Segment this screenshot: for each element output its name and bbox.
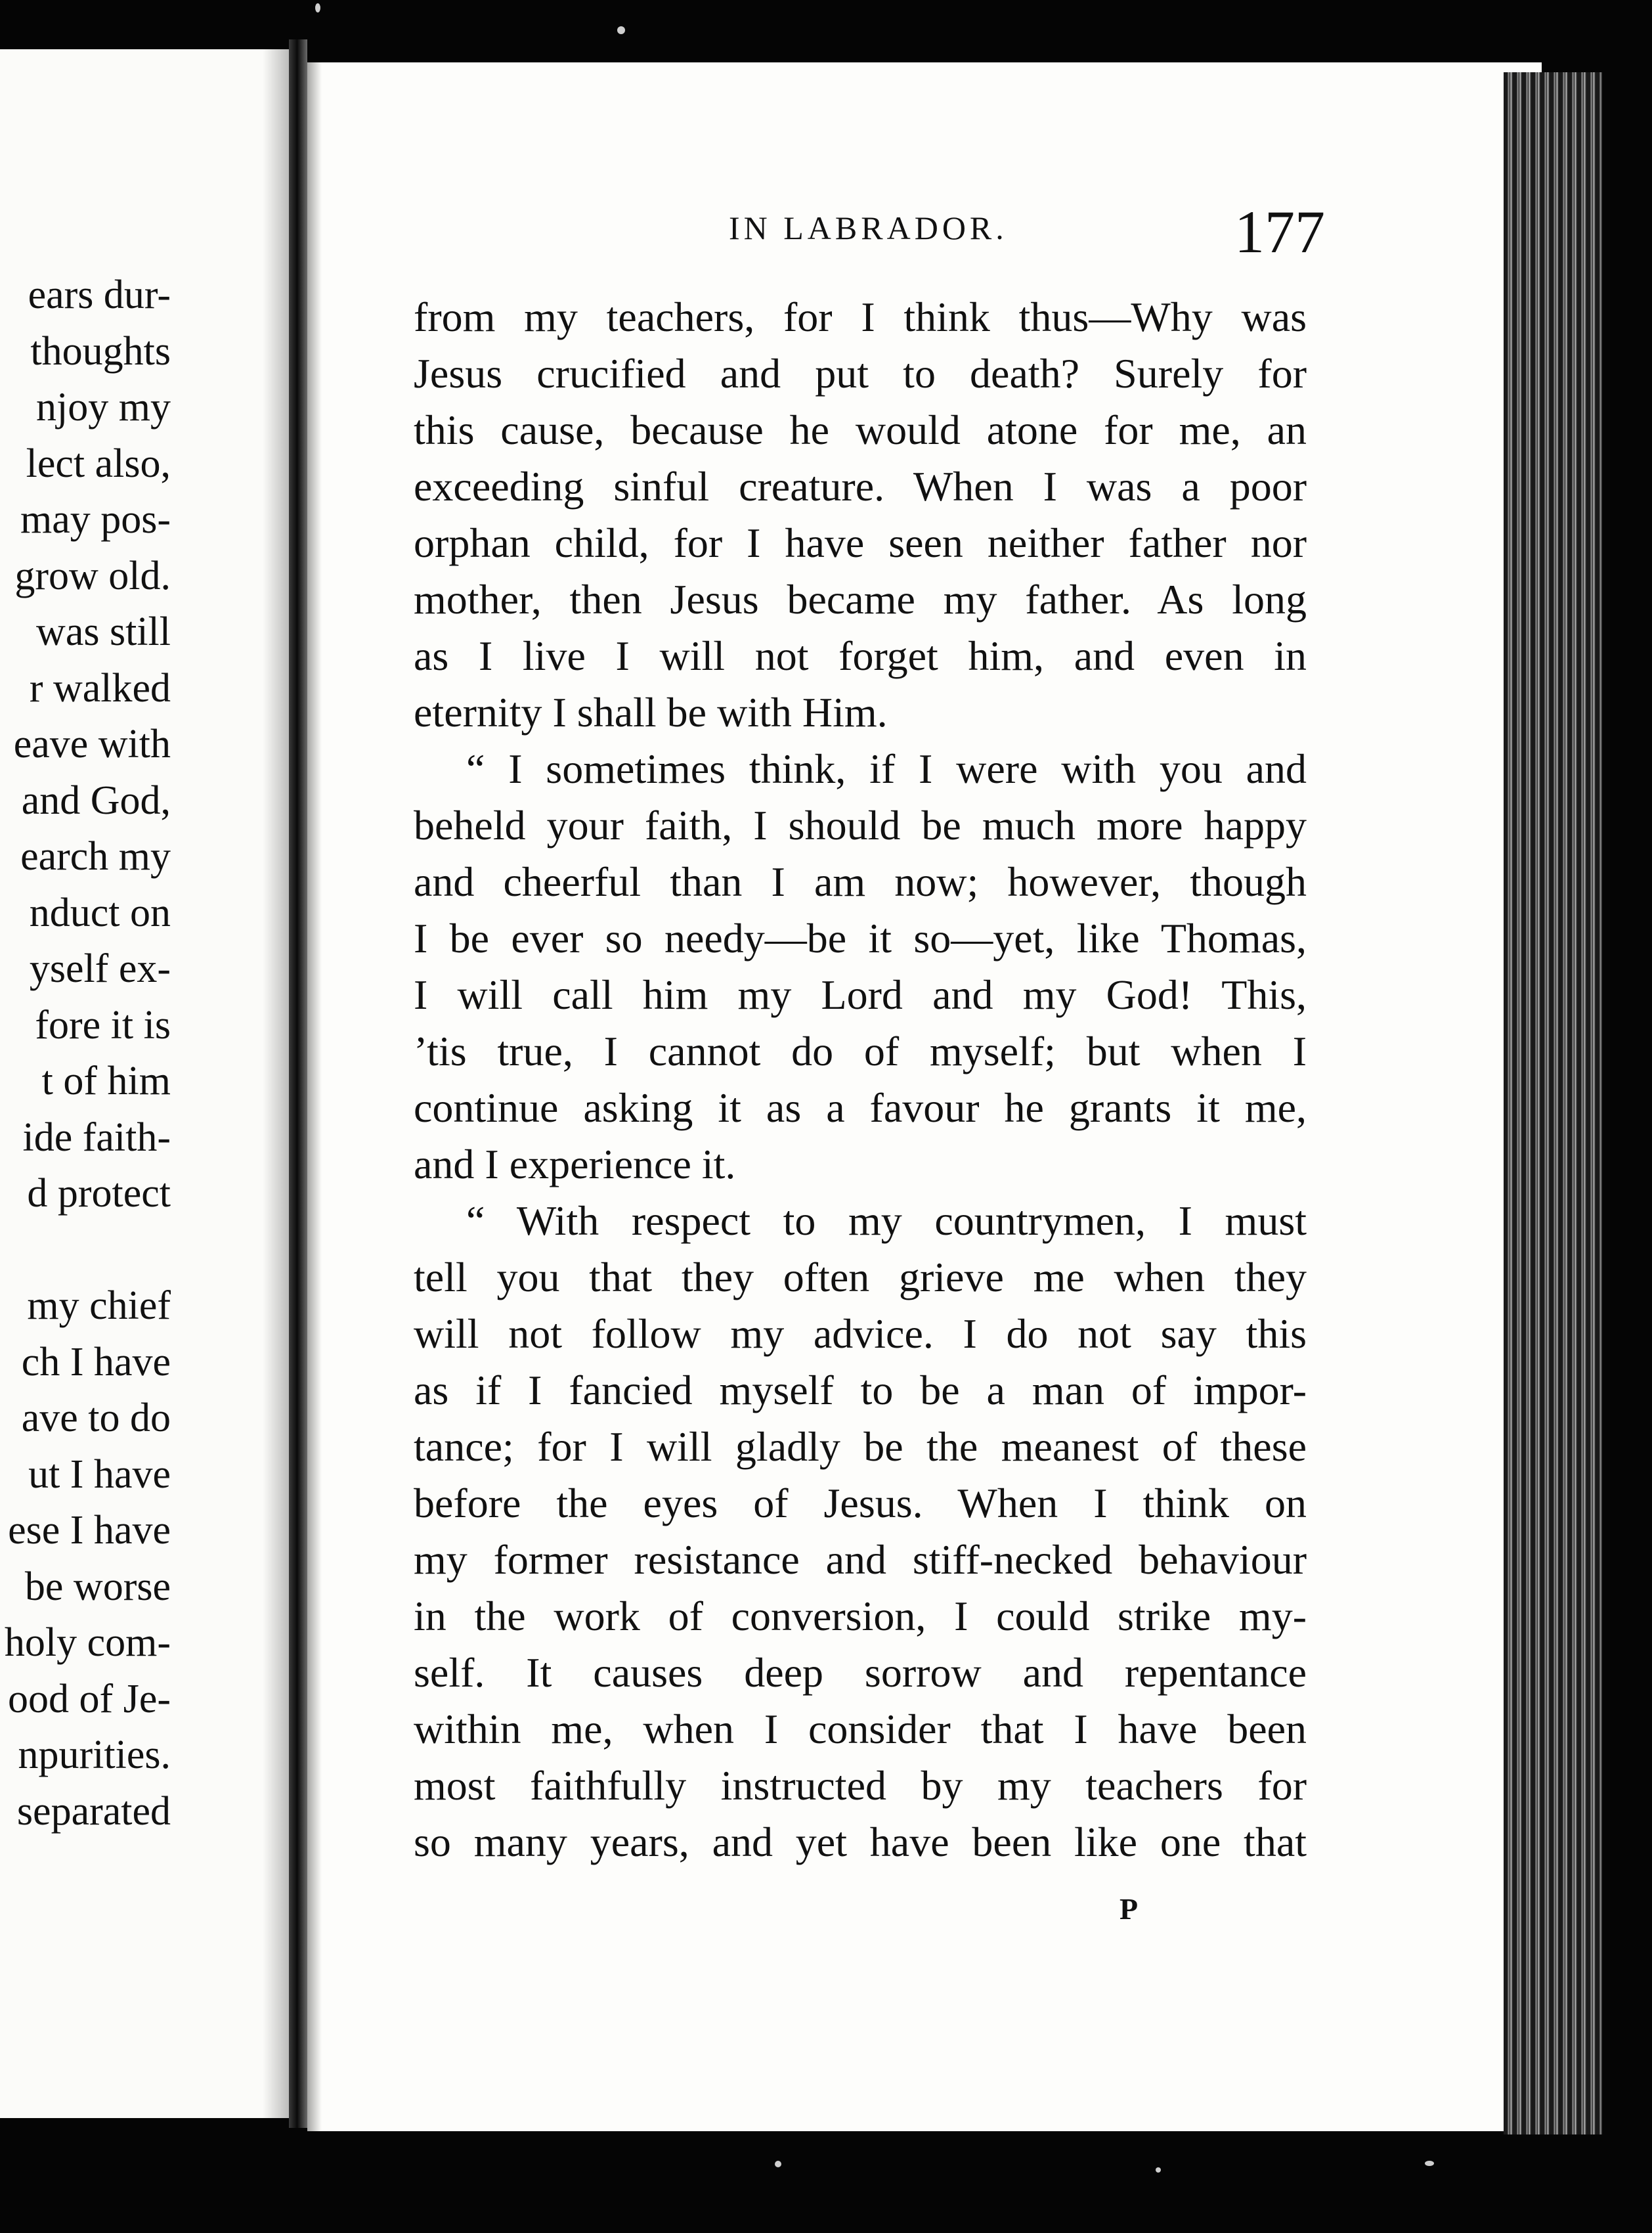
left-page-line: npurities. (18, 1733, 171, 1777)
body-line: and I experience it. (414, 1141, 736, 1187)
left-page-line: earch my (20, 834, 171, 879)
left-page-line: holy com- (4, 1620, 171, 1665)
left-page-line: yself ex- (29, 946, 171, 991)
body-line: tell you that they often grieve me when they (414, 1254, 1307, 1300)
left-page-line: and God, (21, 778, 171, 823)
body-line: exceeding sinful creature. When I was a poor (414, 463, 1307, 510)
page-edges (1504, 72, 1602, 2134)
left-page-line: was still (36, 609, 171, 654)
body-line: orphan child, for I have seen neither father nor (414, 520, 1307, 566)
body-line: “ I sometimes think, if I were with you and (466, 745, 1307, 792)
left-page-line: ut I have (28, 1451, 171, 1497)
left-page-line: ide faith- (22, 1115, 171, 1160)
body-line: this cause, because he would atone for me, an (414, 407, 1307, 453)
left-page-line: be worse (24, 1564, 171, 1609)
left-page-line: grow old. (14, 553, 171, 598)
body-line: in the work of conversion, I could strike my- (414, 1593, 1307, 1639)
left-page-line: separated (16, 1788, 171, 1834)
left-page-line: ood of Je- (8, 1676, 171, 1721)
left-facing-page (0, 49, 289, 2118)
left-page-line: r walked (29, 665, 171, 711)
body-line: mother, then Jesus became my father. As long (414, 576, 1307, 623)
left-page-line: nduct on (29, 890, 171, 935)
body-line: ’tis true, I cannot do of myself; but when I (414, 1028, 1307, 1074)
gutter-shadow (263, 49, 289, 2118)
signature-mark: P (1119, 1892, 1139, 1926)
body-line: so many years, and yet have been like one that (414, 1819, 1307, 1865)
body-line: continue asking it as a favour he grants it me, (414, 1084, 1307, 1131)
body-line: I will call him my Lord and my God! This, (414, 971, 1307, 1018)
left-page-line: njoy my (36, 385, 171, 430)
scan-speck (617, 26, 625, 34)
body-line: eternity I shall be with Him. (414, 689, 888, 736)
body-line: from my teachers, for I think thus—Why was (414, 294, 1307, 340)
book-spine (289, 39, 307, 2128)
body-line: will not follow my advice. I do not say this (414, 1310, 1307, 1357)
left-page-line: may pos- (20, 497, 171, 542)
body-line: before the eyes of Jesus. When I think on (414, 1480, 1307, 1526)
left-page-line: ears dur- (28, 273, 171, 317)
body-line: beheld your faith, I should be much more happy (414, 802, 1307, 849)
running-head: IN LABRADOR. (729, 210, 1008, 246)
left-page-line: t of him (41, 1059, 171, 1103)
body-line: tance; for I will gladly be the meanest of these (414, 1423, 1307, 1470)
body-line: self. It causes deep sorrow and repentance (414, 1649, 1307, 1696)
scan-speck (315, 3, 320, 12)
left-page-line: ese I have (8, 1508, 171, 1553)
body-line: as if I fancied myself to be a man of impor- (414, 1367, 1307, 1413)
left-page-line: ch I have (21, 1339, 171, 1384)
body-line: “ With respect to my countrymen, I must (466, 1197, 1307, 1244)
left-page-line: ave to do (21, 1396, 171, 1440)
body-line: I be ever so needy—be it so—yet, like Thomas, (414, 915, 1307, 962)
scan-speck (1156, 2167, 1161, 2173)
left-page-line: lect also, (26, 441, 171, 486)
left-page-line: d protect (27, 1171, 171, 1216)
left-page-line: thoughts (30, 328, 171, 374)
left-page-line: my chief (27, 1283, 171, 1328)
body-line: most faithfully instructed by my teachers for (414, 1762, 1307, 1809)
scan-speck (1425, 2161, 1434, 2166)
body-line: as I live I will not forget him, and even in (414, 632, 1307, 679)
left-page-line: fore it is (35, 1002, 171, 1048)
scan-speck (775, 2161, 781, 2167)
left-page-line: eave with (13, 722, 171, 766)
body-line: my former resistance and stiff-necked behaviour (414, 1536, 1307, 1583)
body-line: Jesus crucified and put to death? Surely for (414, 350, 1307, 397)
inner-margin-shadow (307, 62, 322, 2131)
body-line: within me, when I consider that I have been (414, 1706, 1307, 1752)
body-line: and cheerful than I am now; however, though (414, 858, 1307, 905)
page-number: 177 (1234, 198, 1325, 265)
